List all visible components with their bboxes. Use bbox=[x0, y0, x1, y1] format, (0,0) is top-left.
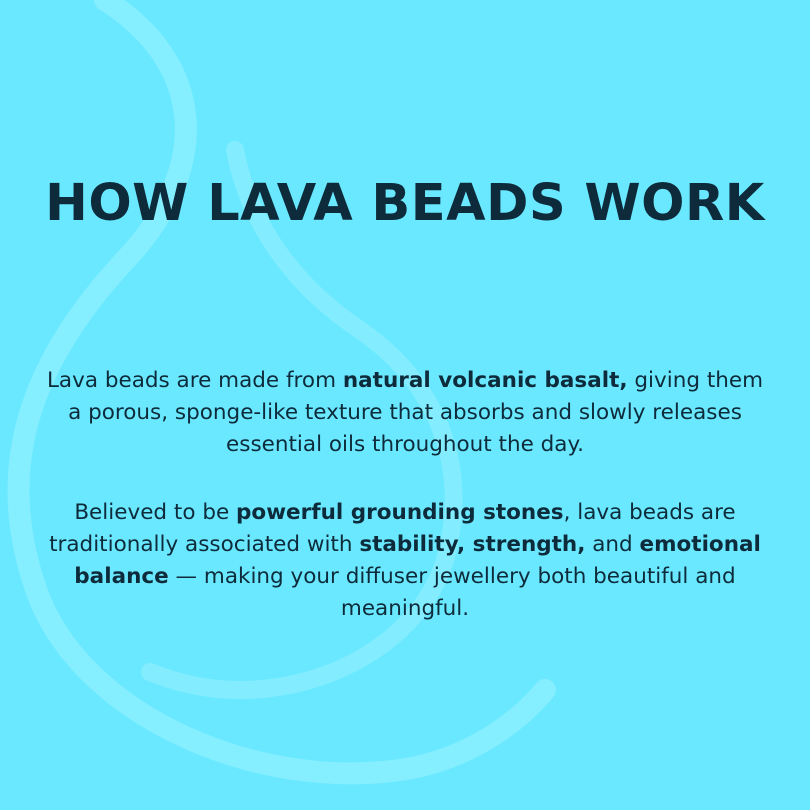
paragraph2-text-3: and bbox=[585, 532, 640, 557]
page-title: HOW LAVA BEADS WORK bbox=[45, 174, 765, 233]
paragraph1-highlight: natural volcanic basalt, bbox=[342, 368, 628, 393]
intro-paragraph bbox=[40, 365, 770, 461]
benefits-paragraph bbox=[40, 497, 770, 625]
paragraph2-text-2: , lava beads are traditionally associated with bbox=[49, 500, 736, 557]
paragraph2-highlight-3: emotional balance bbox=[74, 532, 761, 589]
paragraph2-highlight-2: stability, strength, bbox=[359, 532, 586, 557]
paragraph1-text-1: Lava beads are made from bbox=[46, 368, 343, 393]
paragraph2-highlight-1: powerful grounding stones bbox=[236, 500, 564, 525]
paragraph2-text-4: — making your diffuser jewellery both beautiful and meaningful. bbox=[168, 564, 736, 621]
paragraph1-text-2: giving them a porous, sponge-like texture that absorbs and slowly releases essential oils throughout the day. bbox=[68, 368, 764, 457]
paragraph2-text-1: Believed to be bbox=[74, 500, 237, 525]
